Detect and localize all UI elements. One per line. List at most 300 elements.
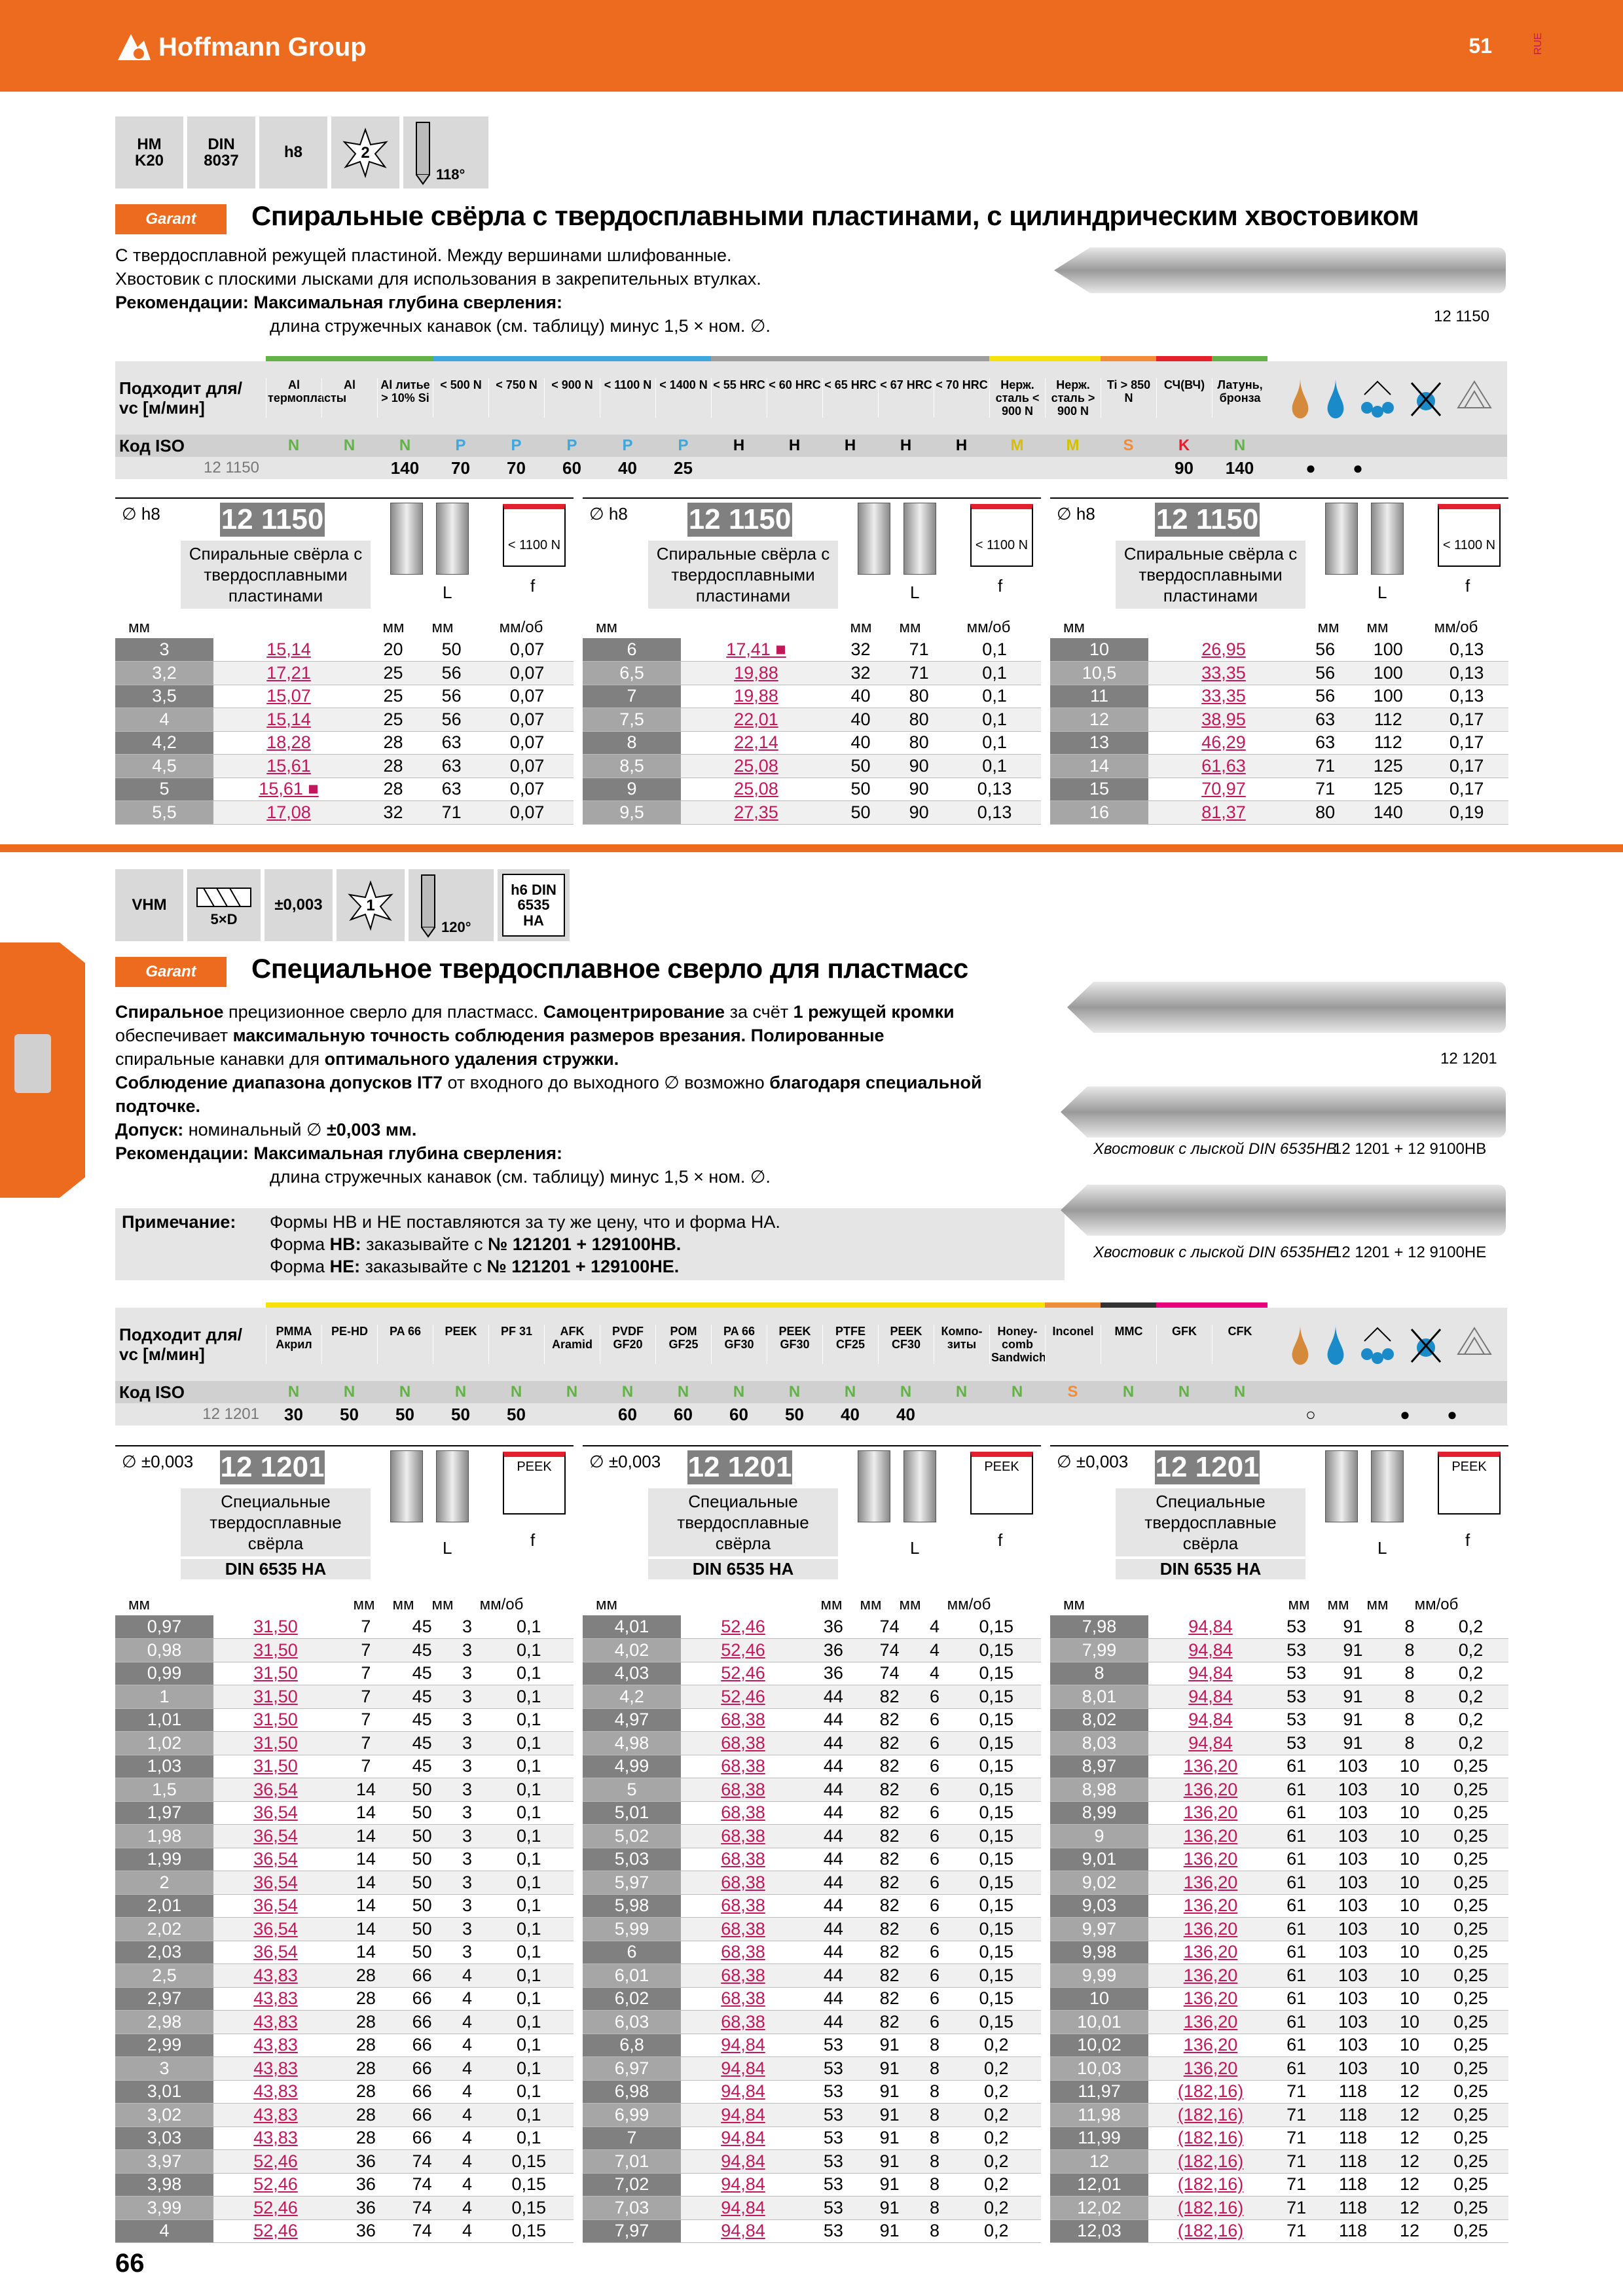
material-box: PEEK <box>503 1452 566 1515</box>
vc-value: 70 <box>451 457 470 478</box>
value-cell: 14 <box>356 1895 376 1916</box>
vc-value: 70 <box>507 457 526 478</box>
value-cell: 4 <box>462 2081 472 2102</box>
value-cell: 0,1 <box>516 1849 541 1869</box>
diameter-cell: 4,98 <box>583 1732 681 1755</box>
value-cell: 3 <box>462 1663 472 1683</box>
diameter-cell: 8,02 <box>1050 1708 1148 1732</box>
iso-code: N <box>399 1383 411 1401</box>
svg-text:1: 1 <box>366 897 375 914</box>
price-cell: 36,54 <box>213 1941 338 1964</box>
table-row <box>1050 685 1508 708</box>
value-cell: 50 <box>441 639 462 659</box>
table-row <box>1050 1825 1508 1848</box>
diameter-cell: 1,01 <box>115 1708 213 1732</box>
iso-code: N <box>1122 1383 1135 1401</box>
coolant-mark: ● <box>1353 457 1363 478</box>
value-cell: 80 <box>909 732 929 753</box>
table-row <box>583 1685 1041 1709</box>
table-row <box>1050 755 1508 778</box>
value-cell: 50 <box>412 1942 432 1962</box>
table-row <box>1050 2173 1508 2197</box>
value-cell: 0,25 <box>1433 2197 1508 2220</box>
value-cell: 6 <box>929 1756 939 1776</box>
value-cell: 0,13 <box>1449 686 1484 706</box>
table-row <box>115 662 574 685</box>
value-cell: 0,07 <box>481 755 574 778</box>
value-cell: 0,15 <box>979 1803 1013 1823</box>
value-cell: 0,17 <box>1425 755 1508 778</box>
iso-code: H <box>955 437 968 454</box>
value-cell: 6 <box>929 1849 939 1869</box>
value-cell: 10 <box>1386 1918 1433 1941</box>
value-cell: 50 <box>850 779 871 799</box>
table-row <box>115 1732 574 1755</box>
value-cell: 4 <box>450 2150 484 2174</box>
value-cell: 71 <box>1273 2104 1320 2127</box>
dia-label: ∅ h8 <box>589 504 628 524</box>
f-label: f <box>1465 1530 1470 1550</box>
value-cell: 0,15 <box>951 2011 1041 2034</box>
value-cell: 0,17 <box>1425 708 1508 732</box>
value-cell: 56 <box>1315 639 1336 659</box>
value-cell: 36 <box>338 2150 394 2174</box>
unit-label: мм <box>392 1596 414 1613</box>
diameter-cell: 9,01 <box>1050 1848 1148 1871</box>
drill-ha-code: 12 1201 <box>1440 1050 1497 1067</box>
table-row <box>583 2011 1041 2034</box>
iso-code: N <box>733 1383 745 1401</box>
value-cell: 45 <box>412 1663 432 1683</box>
table-row <box>1050 1871 1508 1895</box>
price-cell: 27,35 <box>681 801 831 825</box>
value-cell: 0,15 <box>979 1895 1013 1916</box>
value-cell: 53 <box>1286 1617 1307 1636</box>
price-cell: 94,84 <box>681 2173 805 2197</box>
price-cell: 43,83 <box>213 2034 338 2057</box>
value-cell: 0,1 <box>982 639 1007 659</box>
price-cell: 68,38 <box>681 2011 805 2034</box>
diameter-cell: 10,02 <box>1050 2034 1148 2057</box>
product-name: Спиральные свёрла с твердосплавными пластинами <box>1116 541 1305 609</box>
value-cell: 0,1 <box>484 1964 574 1988</box>
table-row <box>1050 2104 1508 2127</box>
value-cell: 12 <box>1386 2104 1433 2127</box>
product-table-header <box>1050 497 1508 638</box>
table-row <box>1050 1848 1508 1871</box>
table-row <box>115 1639 574 1662</box>
flute-length-icon <box>436 1450 469 1522</box>
iso-code: N <box>844 1383 856 1401</box>
iso-code: P <box>511 437 522 454</box>
table-row <box>583 1778 1041 1802</box>
material-header: PTFE CF25 <box>822 1325 878 1364</box>
iso-code: N <box>454 1383 467 1401</box>
table-row <box>1050 1918 1508 1941</box>
value-cell: 0,15 <box>951 1685 1041 1709</box>
diameter-cell: 1,03 <box>115 1755 213 1778</box>
value-cell: 0,1 <box>516 2035 541 2055</box>
vc-value: 140 <box>390 457 420 478</box>
value-cell: 50 <box>412 1895 432 1916</box>
price-cell: (182,16) <box>1148 2173 1273 2197</box>
rec-text: длина стружечных канавок (см. таблицу) минус 1,5 × ном. ∅. <box>270 316 771 336</box>
value-cell: 3 <box>462 1803 472 1823</box>
dia-label: ∅ h8 <box>122 504 160 524</box>
iso-code: P <box>678 437 689 454</box>
value-cell: 14 <box>338 1918 394 1941</box>
diameter-cell: 8,97 <box>1050 1755 1148 1778</box>
value-cell: 44 <box>823 1803 843 1823</box>
value-cell: 8 <box>918 2104 952 2127</box>
drill-image-code: 12 1150 <box>1434 308 1489 325</box>
value-cell: 0,07 <box>509 779 545 799</box>
value-cell: 0,2 <box>951 2197 1041 2220</box>
diameter-cell: 1,97 <box>115 1801 213 1825</box>
vc-value <box>266 458 321 478</box>
material-box: < 1100 N <box>503 504 566 567</box>
table-row <box>115 1685 574 1709</box>
value-cell: 32 <box>364 801 422 825</box>
value-cell: 63 <box>441 779 462 799</box>
material-header: PEEK GF30 <box>767 1325 822 1364</box>
value-cell: 103 <box>1320 1964 1386 1988</box>
price-cell: 94,84 <box>681 2219 805 2243</box>
value-cell: 74 <box>879 1617 900 1636</box>
material-header: Компо-зиты <box>934 1325 989 1364</box>
price-cell: 38,95 <box>1148 708 1299 732</box>
price-cell: 136,20 <box>1148 1755 1273 1778</box>
din-label: DIN 6535 HA <box>648 1559 838 1579</box>
table-row <box>583 1755 1041 1778</box>
value-cell: 8 <box>1404 1663 1415 1683</box>
svg-text:2: 2 <box>361 144 370 162</box>
material-header: AFK Aramid <box>544 1325 600 1364</box>
value-cell: 66 <box>394 2057 450 2081</box>
value-cell: 0,2 <box>983 2174 1009 2195</box>
value-cell: 74 <box>394 2197 450 2220</box>
data-table <box>115 1615 574 2243</box>
value-cell: 91 <box>862 2197 918 2220</box>
unit-label: мм/об <box>499 619 543 636</box>
value-cell: 10 <box>1386 1871 1433 1895</box>
value-cell: 7 <box>338 1639 394 1662</box>
brand-logo <box>115 31 367 63</box>
value-cell: 0,25 <box>1433 2150 1508 2174</box>
value-cell: 100 <box>1351 662 1425 685</box>
table-row <box>115 685 574 708</box>
iso-code: H <box>900 437 912 454</box>
value-cell: 0,15 <box>951 1918 1041 1941</box>
product-table-header <box>583 497 1041 638</box>
diameter-cell: 9,02 <box>1050 1871 1148 1895</box>
unit-label: мм <box>1288 1596 1310 1613</box>
table-row <box>583 2219 1041 2243</box>
value-cell: 53 <box>805 2197 862 2220</box>
iso-code: M <box>1066 437 1080 454</box>
mist-icon <box>1358 375 1397 421</box>
page-number: 51 <box>1468 34 1492 58</box>
product-name: Спиральные свёрла с твердосплавными пластинами <box>181 541 371 609</box>
value-cell: 10 <box>1386 1964 1433 1988</box>
table-row <box>1050 1755 1508 1778</box>
value-cell: 71 <box>1273 2150 1320 2174</box>
vc-value: 50 <box>340 1404 359 1424</box>
value-cell: 80 <box>1299 801 1351 825</box>
product-table-header <box>115 497 574 638</box>
cutting-edges-icon <box>331 117 399 188</box>
desc-line-2: Хвостовик с плоскими лысками для использования в закрепительных втулках. <box>115 269 761 289</box>
value-cell: 90 <box>890 755 948 778</box>
table-row <box>583 2034 1041 2057</box>
table-row <box>583 2104 1041 2127</box>
dia-label: ∅ h8 <box>1057 504 1095 524</box>
value-cell: 0,25 <box>1433 2011 1508 2034</box>
value-cell: 32 <box>850 639 871 659</box>
diameter-cell: 4,99 <box>583 1755 681 1778</box>
data-table <box>583 1615 1041 2243</box>
vc-row <box>115 457 1507 479</box>
material-header: Al термопласты <box>266 378 321 418</box>
diameter-cell: 7,97 <box>583 2219 681 2243</box>
value-cell: 0,1 <box>484 2104 574 2127</box>
flute-length-icon <box>903 1450 936 1522</box>
value-cell: 71 <box>909 639 929 659</box>
material-box: < 1100 N <box>970 504 1033 567</box>
price-cell: (182,16) <box>1148 2219 1273 2243</box>
table-row <box>115 2150 574 2174</box>
diameter-cell: 3,03 <box>115 2126 213 2150</box>
value-cell: 3 <box>462 1849 472 1869</box>
value-cell: 91 <box>879 2174 900 2195</box>
material-header: PMMA Акрил <box>266 1325 321 1364</box>
vc-value: 60 <box>674 1404 693 1424</box>
diameter-cell: 5,03 <box>583 1848 681 1871</box>
iso-code: N <box>1011 1383 1023 1401</box>
table-row <box>1050 1662 1508 1685</box>
value-cell: 28 <box>356 2035 376 2055</box>
cutting-edges-icon <box>337 869 405 941</box>
vc-value <box>321 458 377 478</box>
price-cell: 18,28 <box>213 731 364 755</box>
vc-value <box>1212 1405 1267 1425</box>
value-cell: 0,1 <box>484 1639 574 1662</box>
material-header: Нерж. сталь < 900 N <box>989 378 1045 418</box>
value-cell: 0,1 <box>516 1895 541 1916</box>
value-cell: 53 <box>1273 1639 1320 1662</box>
value-cell: 66 <box>412 2081 432 2102</box>
garant-badge: Garant <box>115 204 227 234</box>
drill-image-hb <box>1061 1086 1506 1138</box>
value-cell: 74 <box>412 2221 432 2241</box>
diameter-cell: 12,01 <box>1050 2173 1148 2197</box>
value-cell: 12 <box>1399 2081 1419 2102</box>
diameter-cell: 4,2 <box>583 1685 681 1709</box>
tolerance-chip: h8 <box>259 117 327 188</box>
value-cell: 6 <box>929 1942 939 1962</box>
sec2-description: Спиральное прецизионное сверло для пластмасс. Самоцентрирование за счёт 1 режущей кромки обеспечивает максимальную точность соблюдения размеров врезания. Полированные спиральные канавки для оптимального удаления стружки. Соблюдение диапазона допусков IT7 от входного до выходного ∅ возможно благодаря специальной подточке. Допуск: номинальный ∅ ±0,003 мм. Рекомендации: Максимальная глубина сверления: длина стружечных канавок (см. таблицу) минус 1,5 × ном. ∅. <box>115 1002 982 1187</box>
diameter-cell: 7,01 <box>583 2150 681 2174</box>
iso-code: N <box>343 1383 356 1401</box>
mist-icon <box>1358 1321 1397 1367</box>
material-header: < 70 HRC <box>934 378 989 418</box>
value-cell: 103 <box>1320 1871 1386 1895</box>
value-cell: 112 <box>1351 708 1425 732</box>
diameter-cell: 2,5 <box>115 1964 213 1988</box>
table-row <box>583 1662 1041 1685</box>
value-cell: 0,1 <box>516 2128 541 2148</box>
material-header: < 65 HRC <box>822 378 878 418</box>
value-cell: 82 <box>879 1942 900 1962</box>
value-cell: 118 <box>1339 2081 1368 2102</box>
value-cell: 4 <box>929 1663 939 1683</box>
table-row <box>1050 2034 1508 2057</box>
price-cell: 36,54 <box>213 1918 338 1941</box>
diameter-cell: 7,99 <box>1050 1639 1148 1662</box>
unit-label: мм/об <box>966 619 1011 636</box>
data-table <box>1050 1615 1508 2243</box>
value-cell: 36 <box>805 1639 862 1662</box>
table-row <box>1050 662 1508 685</box>
value-cell: 3 <box>462 1617 472 1636</box>
value-cell: 74 <box>394 2150 450 2174</box>
iso-code: S <box>1123 437 1134 454</box>
diameter-cell: 2 <box>115 1871 213 1895</box>
value-cell: 61 <box>1286 1756 1307 1776</box>
iso-code: N <box>510 1383 522 1401</box>
value-cell: 118 <box>1339 2128 1368 2148</box>
brand-name: Hoffmann Group <box>158 32 367 62</box>
table-row <box>583 708 1041 732</box>
value-cell: 10 <box>1386 2011 1433 2034</box>
price-cell: 52,46 <box>681 1685 805 1709</box>
f-label: f <box>998 576 1003 596</box>
product-name: Специальные твердосплавные свёрла <box>181 1488 371 1556</box>
value-cell: 0,1 <box>484 1685 574 1709</box>
value-cell: 74 <box>879 1663 900 1683</box>
price-cell: 70,97 <box>1148 778 1299 801</box>
value-cell: 25 <box>364 708 422 732</box>
iso-code: H <box>844 437 856 454</box>
value-cell: 0,25 <box>1453 2221 1488 2241</box>
price-cell: 43,83 <box>213 2126 338 2150</box>
diameter-cell: 12 <box>1050 2150 1148 2174</box>
value-cell: 4 <box>462 1988 472 2009</box>
flute-length-icon <box>903 503 936 575</box>
diameter-cell: 7 <box>583 685 681 708</box>
flute-length-icon <box>1371 503 1404 575</box>
vc-value <box>934 1405 989 1425</box>
material-header: MMC <box>1101 1325 1156 1364</box>
value-cell: 3 <box>462 1942 472 1962</box>
value-cell: 10 <box>1399 2035 1419 2055</box>
table-row <box>115 1662 574 1685</box>
value-cell: 91 <box>1343 1663 1363 1683</box>
price-cell: 31,50 <box>213 1615 338 1639</box>
unit-mm: мм <box>1063 1596 1085 1613</box>
value-cell: 91 <box>1343 1710 1363 1730</box>
value-cell: 12 <box>1386 2197 1433 2220</box>
value-cell: 50 <box>412 1803 432 1823</box>
vc-value: 40 <box>841 1404 860 1424</box>
table-row <box>1050 2197 1508 2220</box>
coolant-mark <box>1381 458 1429 478</box>
unit-label: мм <box>899 1596 921 1613</box>
value-cell: 14 <box>338 1778 394 1802</box>
table-row <box>583 1987 1041 2011</box>
value-cell: 6 <box>918 2011 952 2034</box>
table-row <box>583 1941 1041 1964</box>
value-cell: 0,15 <box>511 2221 546 2241</box>
value-cell: 0,1 <box>982 732 1007 753</box>
value-cell: 0,07 <box>509 639 545 659</box>
material-header: PEEK CF30 <box>878 1325 934 1364</box>
value-cell: 50 <box>412 1849 432 1869</box>
diameter-cell: 10 <box>1050 1987 1148 2011</box>
value-cell: 74 <box>412 2174 432 2195</box>
material-header: Латунь, бронза <box>1212 378 1267 418</box>
price-cell: 68,38 <box>681 1778 805 1802</box>
value-cell: 71 <box>1286 2221 1307 2241</box>
iso-code: M <box>1010 437 1024 454</box>
value-cell: 0,1 <box>484 1825 574 1848</box>
vc-code: 12 1201 <box>202 1405 259 1423</box>
diameter-cell: 3,02 <box>115 2104 213 2127</box>
value-cell: 66 <box>394 2011 450 2034</box>
sec1-product-tables <box>115 497 1507 825</box>
dia-label: ∅ ±0,003 <box>1057 1452 1129 1471</box>
table-row <box>115 2219 574 2243</box>
flute-length-icon <box>1371 1450 1404 1522</box>
value-cell: 0,07 <box>481 801 574 825</box>
price-cell: 22,01 <box>681 708 831 732</box>
diameter-cell: 11 <box>1050 685 1148 708</box>
price-cell: 68,38 <box>681 1964 805 1988</box>
unit-label: мм <box>1317 619 1340 636</box>
table-row <box>1050 2080 1508 2104</box>
point-angle-icon: 120° <box>409 869 494 941</box>
value-cell: 44 <box>823 1849 843 1869</box>
diameter-cell: 3,01 <box>115 2080 213 2104</box>
value-cell: 125 <box>1351 755 1425 778</box>
value-cell: 0,1 <box>948 755 1041 778</box>
vc-value <box>767 458 822 478</box>
table-row <box>1050 731 1508 755</box>
value-cell: 103 <box>1338 1756 1368 1776</box>
diameter-cell: 9 <box>1050 1825 1148 1848</box>
value-cell: 100 <box>1373 639 1403 659</box>
diameter-cell: 7,5 <box>583 708 681 732</box>
value-cell: 0,1 <box>516 1617 541 1636</box>
value-cell: 0,25 <box>1453 2081 1488 2102</box>
diameter-cell: 3,99 <box>115 2197 213 2220</box>
material-header: PA 66 <box>377 1325 433 1364</box>
price-cell: 19,88 <box>681 685 831 708</box>
iso-code: N <box>621 1383 634 1401</box>
air-icon <box>1455 1321 1494 1367</box>
iso-code: N <box>566 1383 578 1401</box>
table-row <box>115 1801 574 1825</box>
value-cell: 0,15 <box>979 1849 1013 1869</box>
diameter-cell: 3 <box>115 2057 213 2081</box>
value-cell: 0,25 <box>1433 1825 1508 1848</box>
value-cell: 80 <box>909 686 929 706</box>
value-cell: 91 <box>879 2035 900 2055</box>
value-cell: 56 <box>1315 686 1336 706</box>
value-cell: 91 <box>1320 1639 1386 1662</box>
price-cell: 52,46 <box>213 2173 338 2197</box>
price-cell: 31,50 <box>213 1708 338 1732</box>
